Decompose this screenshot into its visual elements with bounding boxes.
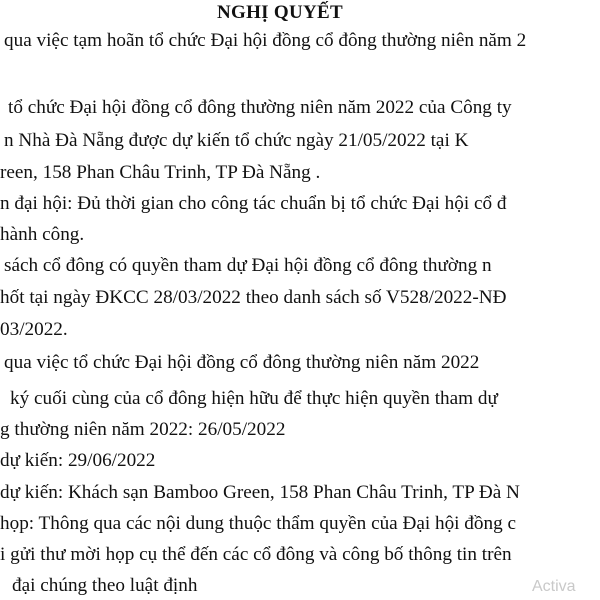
activation-watermark: Activa [532,578,576,595]
text-line: hốt tại ngày ĐKCC 28/03/2022 theo danh sách số V528/2022-NĐ [0,287,507,308]
text-line: qua việc tổ chức Đại hội đồng cổ đông thường niên năm 2022 [4,352,480,373]
text-line: qua việc tạm hoãn tổ chức Đại hội đồng cổ đông thường niên năm 2 [4,30,527,51]
text-line: i gửi thư mời họp cụ thể đến các cổ đông và công bố thông tin trên [0,544,512,565]
text-line: đại chúng theo luật định [12,575,198,596]
text-line: hành công. [0,224,85,245]
text-line: g thường niên năm 2022: 26/05/2022 [0,419,286,440]
text-line: n Nhà Đà Nẵng được dự kiến tổ chức ngày 21/05/2022 tại K [4,130,469,151]
text-line: dự kiến: 29/06/2022 [0,450,156,471]
text-line: reen, 158 Phan Châu Trinh, TP Đà Nẵng . [0,162,321,183]
text-line: 03/2022. [0,319,68,340]
text-line: n đại hội: Đủ thời gian cho công tác chuẩn bị tổ chức Đại hội cổ đ [0,193,507,214]
text-line: dự kiến: Khách sạn Bamboo Green, 158 Phan Châu Trinh, TP Đà N [0,482,520,503]
text-line: ký cuối cùng của cổ đông hiện hữu để thực hiện quyền tham dự [10,388,498,409]
text-line: tổ chức Đại hội đồng cổ đông thường niên năm 2022 của Công ty [8,97,512,118]
text-line: sách cổ đông có quyền tham dự Đại hội đồng cổ đông thường n [4,255,492,276]
text-line: họp: Thông qua các nội dung thuộc thẩm quyền của Đại hội đồng c [0,513,516,534]
document-title: NGHỊ QUYẾT [217,2,343,23]
